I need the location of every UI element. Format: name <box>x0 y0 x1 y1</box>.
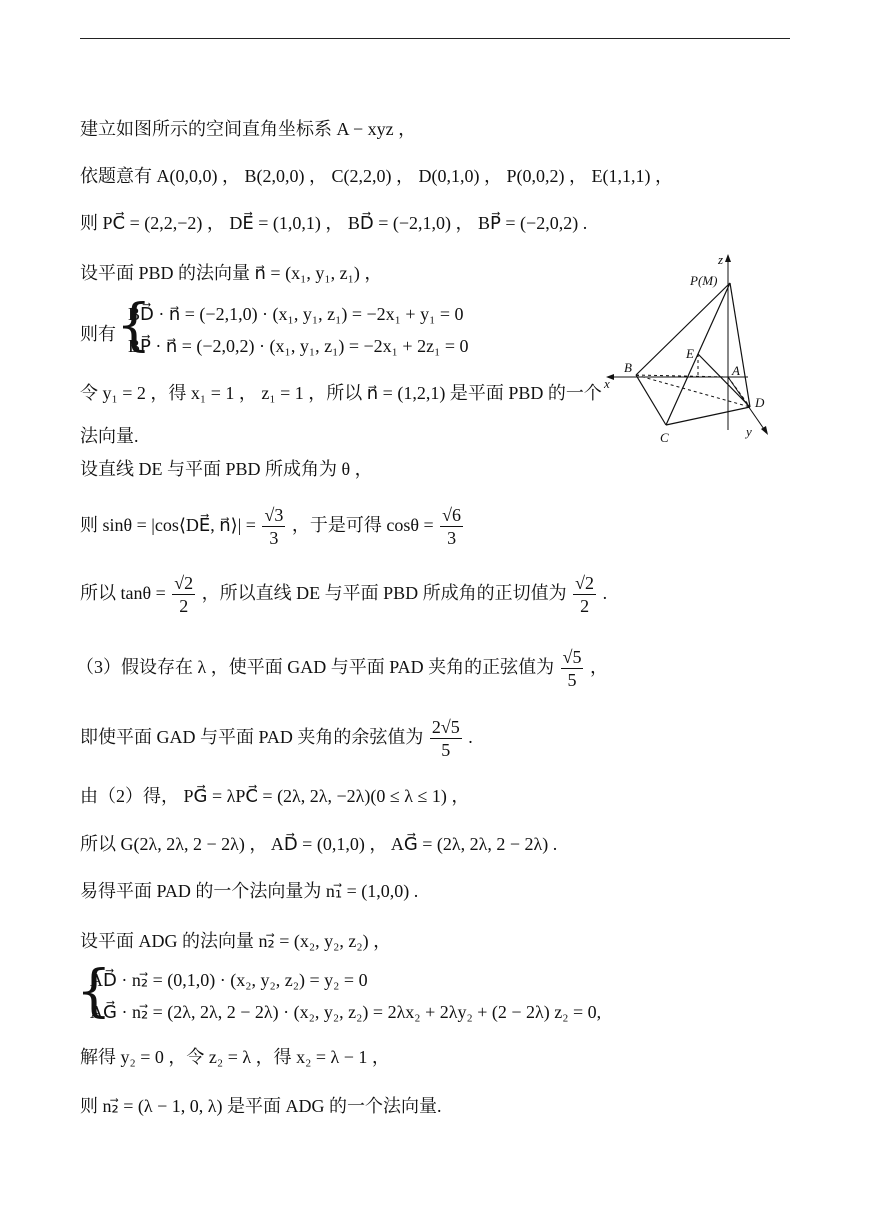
left-brace: { <box>116 293 152 358</box>
fraction-cos <box>440 504 463 549</box>
fraction-tan-den: 2 <box>179 596 189 617</box>
fraction-tan-result-num: √2 <box>575 573 595 594</box>
line-n2-result: 则 n₂⃗ = (λ − 1, 0, λ) 是平面 ADG 的一个法向量. <box>80 1096 442 1116</box>
line-normal-vector-pbd: 设平面 PBD 的法向量 n⃗ = (x₁, y₁, z₁) ， <box>80 263 383 283</box>
edge-pb <box>636 283 730 375</box>
label-a: A <box>732 363 740 378</box>
tangent-text: 所以 tanθ = <box>80 583 166 603</box>
line-pg-vector: 由（2）得， PG⃗ = λPC⃗ = (2λ, 2λ, −2λ)(0 ≤ λ ≤ 1) ， <box>80 786 470 806</box>
fraction-sin <box>262 504 285 549</box>
line-tangent <box>80 566 607 620</box>
pyramid-figure <box>598 250 778 450</box>
label-b: B <box>624 360 632 375</box>
line-solve-n2: 解得 y₂ = 0 ，令 z₂ = λ ，得 x₂ = λ − 1 ， <box>80 1047 390 1067</box>
equation-system-adg <box>76 959 680 1034</box>
part3-end: ， <box>589 657 608 677</box>
line-sine-cosine <box>80 498 465 552</box>
z-axis-arrow <box>725 254 731 262</box>
label-y: y <box>746 424 752 439</box>
label-pm: P(M) <box>690 273 718 288</box>
line-part3-assumption <box>76 640 608 694</box>
line-cosine-value <box>80 710 473 764</box>
fraction-tan-result <box>573 572 596 617</box>
line-g-coordinates: 所以 G(2λ, 2λ, 2 − 2λ) ， AD⃗ = (0,1,0) ， AG⃗ = (2λ, 2λ, 2 − 2λ) . <box>80 834 558 854</box>
fraction-cos-num: √6 <box>442 505 462 526</box>
line-normal-adg: 设平面 ADG 的法向量 n₂⃗ = (x₂, y₂, z₂) ， <box>80 931 392 951</box>
label-c: C <box>660 430 669 445</box>
cosine-value-text: 即使平面 GAD 与平面 PAD 夹角的余弦值为 <box>80 727 424 747</box>
fraction-sin-den: 3 <box>269 528 279 549</box>
fraction-sine-value <box>561 646 584 691</box>
equation-system-pbd <box>80 293 580 368</box>
fraction-sine-num: √5 <box>562 647 582 668</box>
sine-text: 则 sinθ = |cos⟨DE⃗, n⃗⟩| = <box>80 515 256 535</box>
equation-ad-n2: AD⃗ · n₂⃗ = (0,1,0) · (x₂, y₂, z₂) = y₂ = 0 <box>90 970 368 990</box>
tangent-conclusion: ，所以直线 DE 与平面 PBD 所成角的正切值为 <box>201 583 567 603</box>
fraction-cosine-num: 2√5 <box>431 717 460 738</box>
line-angle-definition: 设直线 DE 与平面 PBD 所成角为 θ ， <box>80 459 373 479</box>
label-d: D <box>755 395 765 410</box>
edge-bd <box>636 375 750 407</box>
cosine-value-end: . <box>468 727 473 747</box>
line-vectors: 则 PC⃗ = (2,2,−2) ， DE⃗ = (1,0,1) ， BD⃗ = (−2,1,0) ， BP⃗ = (−2,0,2) . <box>80 213 588 233</box>
line-solve-normal: 令 y₁ = 2 ，得 x₁ = 1 ， z₁ = 1 ，所以 n⃗ = (1,2,1) 是平面 PBD 的一个 <box>80 383 602 403</box>
fraction-sin-num: √3 <box>264 505 284 526</box>
line-normal-pad: 易得平面 PAD 的一个法向量为 n₁⃗ = (1,0,0) . <box>80 881 419 901</box>
fraction-cosine-value <box>430 716 462 761</box>
fraction-tan-num: √2 <box>174 573 194 594</box>
equation-bd-n: BD⃗ · n⃗ = (−2,1,0) · (x₁, y₁, z₁) = −2x₁ + y₁ = 0 <box>128 304 464 324</box>
system-label: 则有 <box>80 324 116 344</box>
fraction-sine-den: 5 <box>567 670 577 691</box>
tangent-end: . <box>602 583 608 603</box>
line-normal-vector-end: 法向量. <box>80 426 139 446</box>
equation-ag-n2: AG⃗ · n₂⃗ = (2λ, 2λ, 2 − 2λ) · (x₂, y₂, z₂) = 2λx₂ + 2λy₂ + (2 − 2λ) z₂ = 0, <box>90 1002 602 1022</box>
line-point-coordinates: 依题意有 A(0,0,0) ， B(2,0,0) ， C(2,2,0) ， D(0,1,0) ， P(0,0,2) ， E(1,1,1) ， <box>80 166 673 186</box>
fraction-cos-den: 3 <box>447 528 457 549</box>
cosine-text: ，于是可得 cosθ = <box>291 515 434 535</box>
fraction-tan <box>172 572 195 617</box>
header-rule <box>80 38 790 39</box>
label-z: z <box>718 252 724 267</box>
y-axis-arrow <box>761 426 768 435</box>
left-brace-adg: { <box>76 959 112 1024</box>
edge-pd <box>730 283 750 407</box>
equation-bp-n: BP⃗ · n⃗ = (−2,0,2) · (x₁, y₁, z₁) = −2x₁ + 2z₁ = 0 <box>128 336 469 356</box>
fraction-tan-result-den: 2 <box>580 596 590 617</box>
part3-text: （3）假设存在 λ ，使平面 GAD 与平面 PAD 夹角的正弦值为 <box>76 657 555 677</box>
fraction-cosine-den: 5 <box>441 740 451 761</box>
label-x: x <box>604 376 610 391</box>
line-coordinate-system: 建立如图所示的空间直角坐标系 A − xyz ， <box>80 119 417 139</box>
edge-cd <box>666 407 750 425</box>
label-e: E <box>686 346 694 361</box>
